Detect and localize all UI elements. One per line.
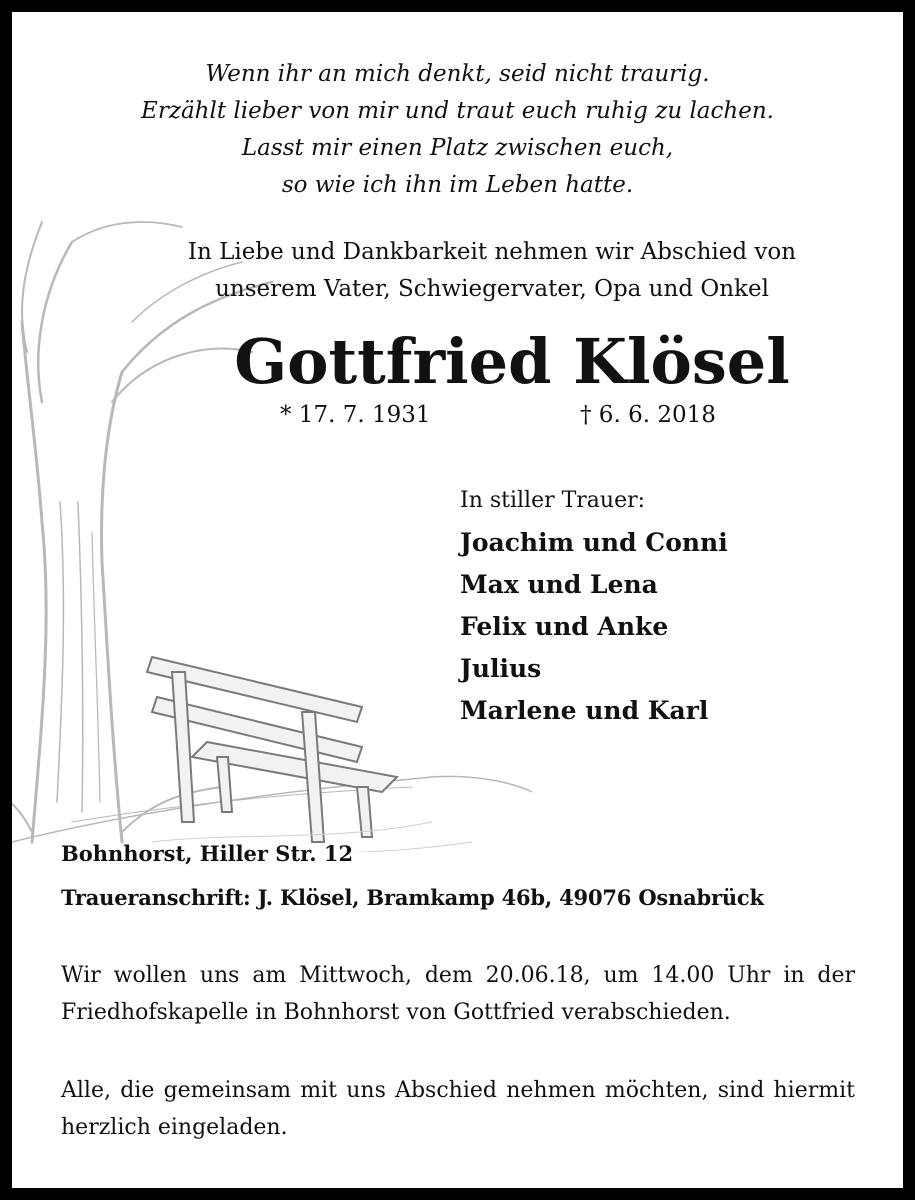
poem <box>12 56 903 204</box>
funeral-paragraph: Wir wollen uns am Mittwoch, dem 20.06.18, um 14.00 Uhr in der Friedhofskapelle in Bohnhorst von Gottfried verabschieden. <box>61 963 855 1025</box>
mourning-address: Traueranschrift: J. Klösel, Bramkamp 46b, 49076 Osnabrück <box>61 885 764 910</box>
mourners-block <box>460 486 890 732</box>
intro-line: In Liebe und Dankbarkeit nehmen wir Abschied von <box>187 239 797 265</box>
birth-date: * 17. 7. 1931 <box>280 402 431 428</box>
mourner-name: Felix und Anke <box>460 612 669 641</box>
obituary-notice <box>12 12 903 1188</box>
mourner-name: Joachim und Conni <box>460 528 728 557</box>
mourning-intro: In stiller Trauer: <box>460 488 646 513</box>
deceased-name: Gottfried Klösel <box>234 325 790 398</box>
death-date: † 6. 6. 2018 <box>580 402 716 428</box>
intro-text <box>132 234 852 308</box>
residence-address: Bohnhorst, Hiller Str. 12 <box>61 841 354 866</box>
poem-line: so wie ich ihn im Leben hatte. <box>281 172 634 198</box>
poem-line: Wenn ihr an mich denkt, seid nicht traurig. <box>205 61 710 87</box>
mourner-name: Marlene und Karl <box>460 696 709 725</box>
poem-line: Erzählt lieber von mir und traut euch ruhig zu lachen. <box>141 98 774 124</box>
mourner-name: Julius <box>460 654 542 683</box>
intro-line: unserem Vater, Schwiegervater, Opa und Onkel <box>215 276 769 302</box>
invitation-paragraph: Alle, die gemeinsam mit uns Abschied nehmen möchten, sind hiermit herzlich eingeladen. <box>61 1078 855 1140</box>
mourner-name: Max und Lena <box>460 570 658 599</box>
poem-line: Lasst mir einen Platz zwischen euch, <box>241 135 674 161</box>
